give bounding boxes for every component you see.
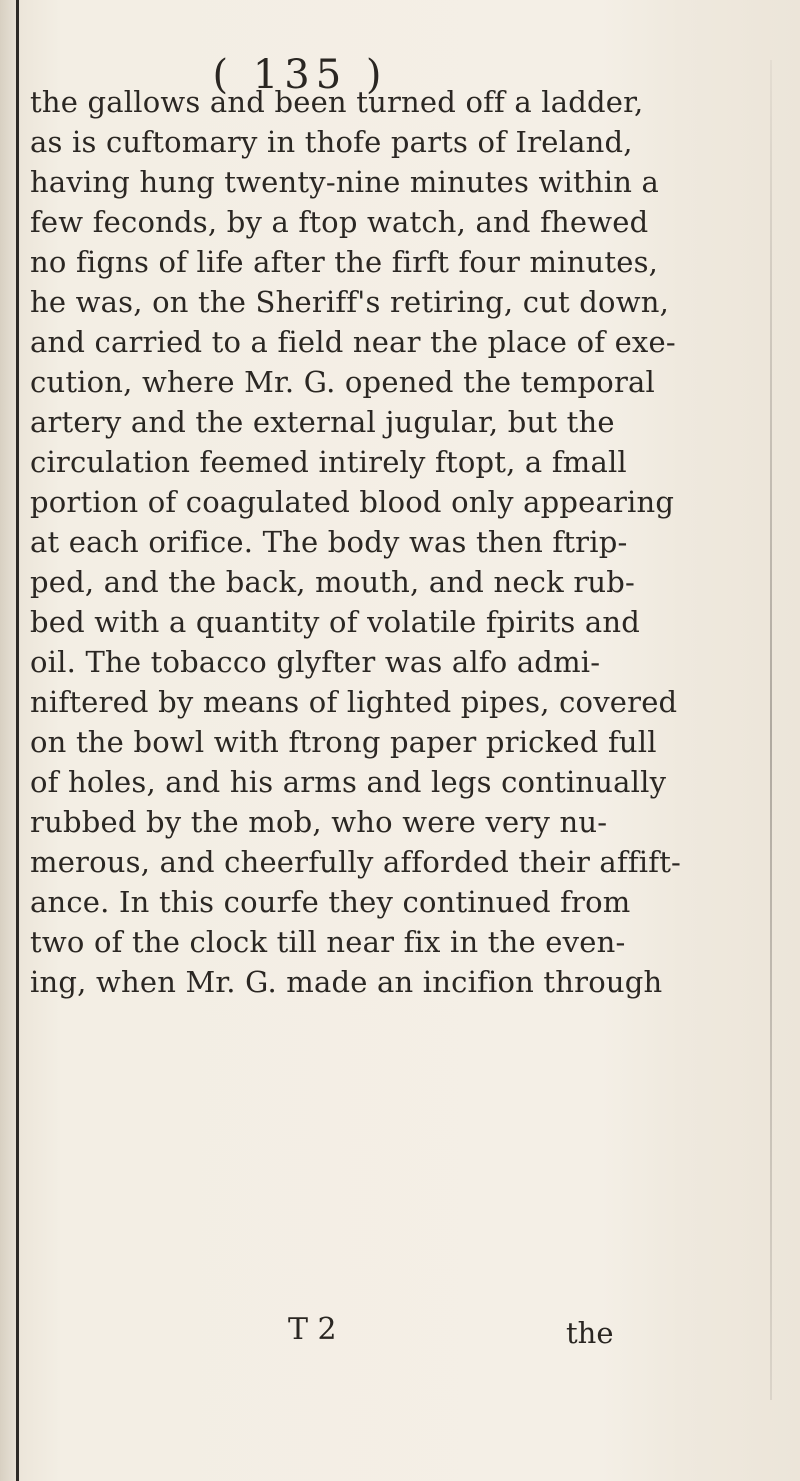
text-line: at each orifice. The body was then ftrip- [30, 525, 628, 559]
text-line: artery and the external jugular, but the [30, 405, 615, 439]
text-line: bed with a quantity of volatile fpirits and [30, 605, 641, 639]
text-line: and carried to a field near the place of exe- [30, 325, 676, 359]
text-line: portion of coagulated blood only appearing [30, 485, 675, 519]
gutter-shadow-line [16, 0, 19, 1481]
text-line: niftered by means of lighted pipes, covered [30, 685, 678, 719]
page-number-header: ( 135 ) [212, 52, 388, 98]
text-line: the gallows and been turned off a ladder, [30, 85, 644, 119]
facing-page-edge [770, 60, 772, 1400]
text-line: rubbed by the mob, who were very nu- [30, 805, 608, 839]
text-line: oil. The tobacco glyfter was alfo admi- [30, 645, 601, 679]
text-line: merous, and cheerfully afforded their affift- [30, 845, 682, 879]
text-line: of holes, and his arms and legs continually [30, 765, 667, 799]
page-footer [0, 1312, 640, 1352]
text-line: ped, and the back, mouth, and neck rub- [30, 565, 636, 599]
text-line: he was, on the Sheriff's retiring, cut down, [30, 285, 670, 319]
body-text [30, 82, 682, 1002]
text-line: on the bowl with ftrong paper pricked full [30, 725, 657, 759]
text-line: two of the clock till near fix in the even- [30, 925, 626, 959]
text-line: cution, where Mr. G. opened the temporal [30, 365, 655, 399]
text-line: ance. In this courfe they continued from [30, 885, 631, 919]
text-line: as is cuftomary in thofe parts of Ireland, [30, 125, 633, 159]
text-line: no figns of life after the firft four minutes, [30, 245, 659, 279]
text-line: circulation feemed intirely ftopt, a fmall [30, 445, 627, 479]
catchword: the [566, 1316, 614, 1350]
text-line: few feconds, by a ftop watch, and fhewed [30, 205, 649, 239]
signature-mark: T 2 [288, 1312, 337, 1347]
text-line: ing, when Mr. G. made an incifion through [30, 965, 663, 999]
text-line: having hung twenty-nine minutes within a [30, 165, 659, 199]
